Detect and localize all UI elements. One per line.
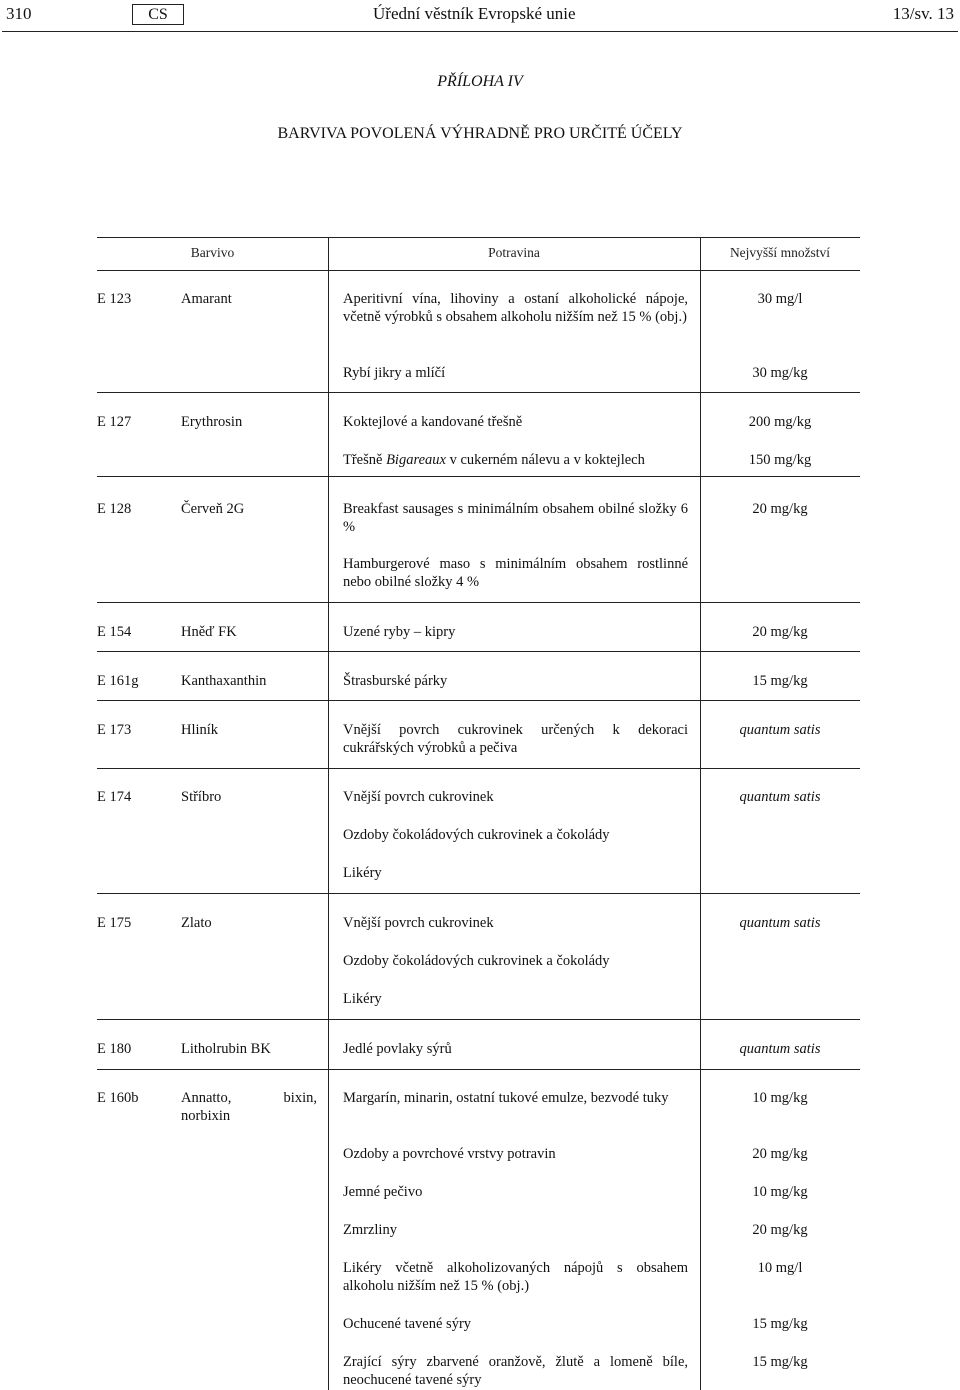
max-amount: 30 mg/l (757, 291, 803, 307)
header-divider (2, 31, 958, 32)
max-amount: 150 mg/kg (748, 452, 812, 468)
food-item: Jedlé povlaky sýrů (343, 1041, 452, 1057)
food-item: Uzené ryby – kipry (343, 624, 456, 640)
column-divider (328, 270, 329, 1390)
colorant-name: Amarant (181, 291, 232, 307)
max-amount: 15 mg/kg (752, 1316, 808, 1332)
max-amount: 10 mg/kg (752, 1184, 808, 1200)
colorant-name: Červeň 2G (181, 501, 245, 517)
page-number: 310 (6, 4, 32, 23)
row-separator (97, 651, 860, 652)
max-amount: 200 mg/kg (748, 414, 812, 430)
e-code: E 161g (97, 673, 139, 689)
row-separator (97, 602, 860, 603)
max-amount: 20 mg/kg (752, 1222, 808, 1238)
colorant-name: Hněď FK (181, 624, 237, 640)
food-item: Likéry včetně alkoholizovaných nápojů s obsahem alkoholu nižším než 15 % (obj.) (343, 1260, 688, 1294)
food-item: Zrající sýry zbarvené oranžově, žlutě a lomeně bíle, neochucené tavené sýry (343, 1354, 688, 1388)
food-item: Ozdoby a povrchové vrstvy potravin (343, 1146, 556, 1162)
e-code: E 175 (97, 915, 132, 931)
colorant-name: Litholrubin BK (181, 1041, 271, 1057)
max-amount: 15 mg/kg (752, 673, 808, 689)
colorant-name: Kanthaxanthin (181, 673, 267, 689)
colorant-name: Stříbro (181, 789, 222, 805)
e-code: E 127 (97, 414, 132, 430)
colorants-table (97, 237, 860, 1390)
food-item: Hamburgerové maso s minimálním obsahem rostlinné nebo obilné složky 4 % (343, 556, 688, 590)
e-code: E 174 (97, 789, 132, 805)
food-item: Aperitivní vína, lihoviny a ostaní alkoholické nápoje, včetně výrobků s obsahem alkoholu nižším než 15 % (obj.) (343, 291, 688, 325)
food-item-text: v cukerném nálevu a v koktejlech (445, 452, 645, 468)
food-item: Koktejlové a kandované třešně (343, 414, 523, 430)
e-code: E 154 (97, 624, 132, 640)
table-rule-top (97, 237, 860, 238)
food-item: Likéry (343, 865, 382, 881)
page-header (0, 0, 960, 32)
max-amount: quantum satis (739, 1041, 821, 1057)
food-item (343, 451, 688, 469)
food-item: Vnější povrch cukrovinek (343, 915, 494, 931)
header-rule (97, 270, 860, 271)
max-amount: quantum satis (739, 722, 821, 738)
food-item-text: Třešně (343, 452, 387, 468)
e-code: E 128 (97, 501, 132, 517)
row-separator (97, 1069, 860, 1070)
colorant-name: Hliník (181, 722, 219, 738)
row-separator (97, 392, 860, 393)
max-amount: 20 mg/kg (752, 501, 808, 517)
max-amount: 20 mg/kg (752, 1146, 808, 1162)
max-amount: quantum satis (739, 915, 821, 931)
annex-label: PŘÍLOHA IV (437, 73, 523, 90)
food-item: Breakfast sausages s minimálním obsahem obilné složky 6 % (343, 501, 688, 535)
row-separator (97, 476, 860, 477)
max-amount: 10 mg/l (757, 1260, 803, 1276)
row-separator (97, 893, 860, 894)
food-item: Štrasburské párky (343, 673, 448, 689)
column-header-colorant: Barvivo (190, 245, 235, 260)
food-item: Ochucené tavené sýry (343, 1316, 472, 1332)
journal-title: Úřední věstník Evropské unie (373, 4, 576, 23)
food-item: Zmrzliny (343, 1222, 397, 1238)
food-item: Rybí jikry a mlíčí (343, 365, 446, 381)
food-item: Ozdoby čokoládových cukrovinek a čokolády (343, 827, 610, 843)
e-code: E 173 (97, 722, 132, 738)
max-amount: 20 mg/kg (752, 624, 808, 640)
colorant-name: Zlato (181, 915, 212, 931)
colorant-name: Erythrosin (181, 414, 243, 430)
food-item: Jemné pečivo (343, 1184, 423, 1200)
e-code: E 123 (97, 291, 132, 307)
page-title: BARVIVA POVOLENÁ VÝHRADNĚ PRO URČITÉ ÚČELY (277, 125, 683, 142)
row-separator (97, 768, 860, 769)
row-separator (97, 700, 860, 701)
food-item: Likéry (343, 991, 382, 1007)
max-amount: quantum satis (739, 789, 821, 805)
max-amount: 30 mg/kg (752, 365, 808, 381)
column-header-max-amount: Nejvyšší množství (729, 245, 831, 260)
e-code: E 180 (97, 1041, 132, 1057)
column-header-food: Potravina (488, 245, 540, 260)
food-item: Vnější povrch cukrovinek určených k dekoraci cukrářských výrobků a pečiva (343, 722, 688, 756)
e-code: E 160b (97, 1090, 139, 1106)
language-code-box: CS (132, 4, 184, 25)
max-amount: 15 mg/kg (752, 1354, 808, 1370)
colorant-name: Annatto, bixin, norbixin (181, 1090, 317, 1124)
food-item: Margarín, minarin, ostatní tukové emulze, bezvodé tuky (343, 1090, 669, 1106)
volume-label: 13/sv. 13 (892, 4, 954, 23)
food-item: Ozdoby čokoládových cukrovinek a čokolády (343, 953, 610, 969)
cherry-variety: Bigareaux (386, 452, 446, 468)
food-item: Vnější povrch cukrovinek (343, 789, 494, 805)
max-amount: 10 mg/kg (752, 1090, 808, 1106)
row-separator (97, 1019, 860, 1020)
